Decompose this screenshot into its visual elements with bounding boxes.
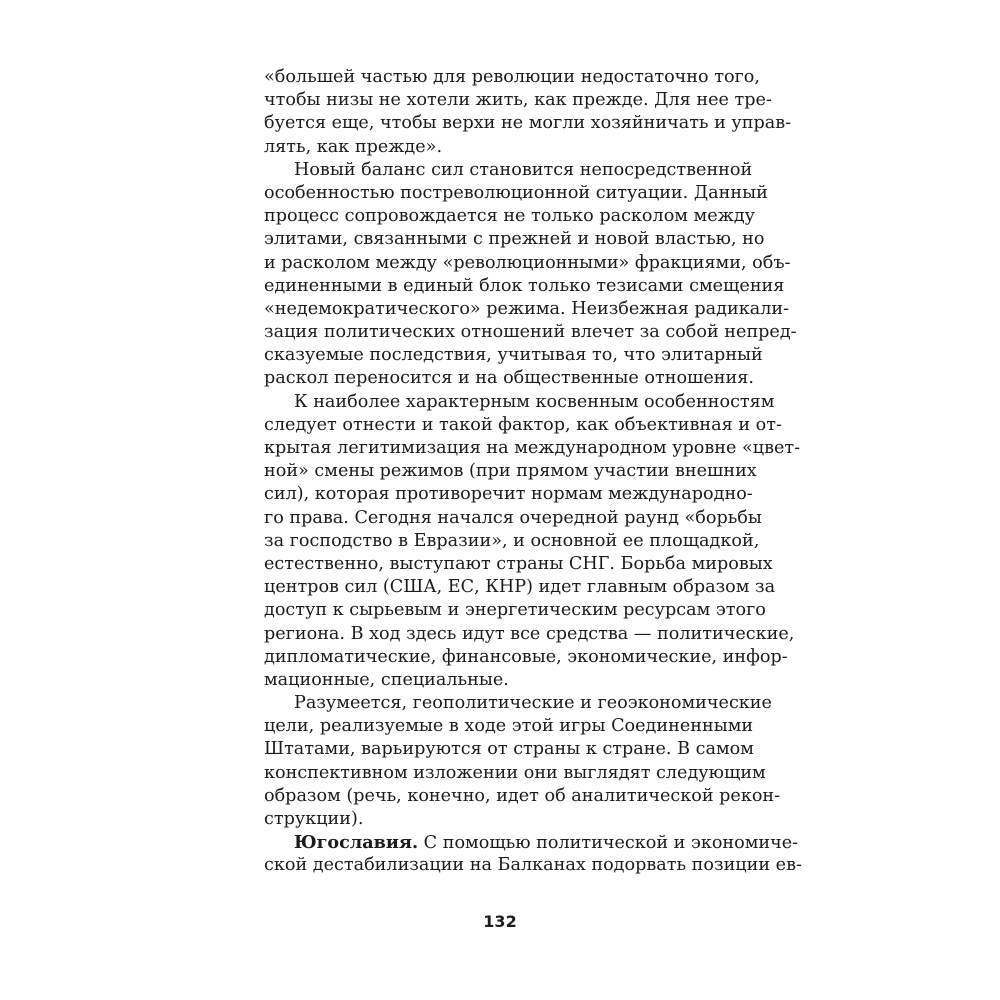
text-line: чтобы низы не хотели жить, как прежде. Для нее тре- bbox=[264, 90, 772, 111]
text-line: раскол переносится и на общественные отношения. bbox=[264, 368, 754, 389]
text-line: лять, как прежде». bbox=[264, 136, 443, 157]
text-line: буется еще, чтобы верхи не могли хозяйничать и управ- bbox=[264, 113, 792, 134]
text-line: доступ к сырьевым и энергетическим ресурсам этого bbox=[264, 600, 766, 621]
text-line: дипломатические, финансовые, экономические, инфор- bbox=[264, 646, 788, 667]
text-line: зация политических отношений влечет за собой непред- bbox=[264, 322, 797, 343]
text-line: естественно, выступают страны СНГ. Борьба мировых bbox=[264, 553, 773, 574]
bold-heading: Югославия. bbox=[294, 832, 419, 854]
text-line: образом (речь, конечно, идет об аналитической рекон- bbox=[264, 785, 781, 806]
paragraph-5 bbox=[264, 831, 802, 877]
text-line: процесс сопровождается не только расколом между bbox=[264, 206, 756, 227]
text-line: единенными в единый блок только тезисами смещения bbox=[264, 275, 785, 296]
text-line: сил), которая противоречит нормам международно- bbox=[264, 484, 753, 505]
text-line: сказуемые последствия, учитывая то, что элитарный bbox=[264, 345, 763, 366]
paragraph-4 bbox=[264, 692, 781, 831]
text-line: Штатами, варьируются от страны к стране. В самом bbox=[264, 739, 754, 760]
text-line: крытая легитимизация на международном уровне «цвет- bbox=[264, 438, 801, 458]
text-line: К наиболее характерным косвенным особенностям bbox=[294, 391, 775, 412]
text-fragment: С помощью политической и экономиче- bbox=[418, 833, 799, 854]
text-line: «недемократического» режима. Неизбежная радикали- bbox=[264, 298, 790, 319]
text-line: го права. Сегодня начался очередной раунд «борьбы bbox=[264, 507, 762, 528]
paragraph-3 bbox=[264, 391, 801, 692]
text-line: цели, реализуемые в ходе этой игры Соединенными bbox=[264, 716, 754, 737]
text-line: струкции). bbox=[264, 809, 364, 829]
text-line: конспективном изложении они выглядят следующим bbox=[264, 762, 766, 783]
text-line: ной» смены режимов (при прямом участии внешних bbox=[264, 461, 757, 482]
text-line: «большей частью для революции недостаточно того, bbox=[264, 67, 760, 87]
text-line: центров сил (США, ЕС, КНР) идет главным образом за bbox=[264, 577, 776, 598]
text-line: особенностью постреволюционной ситуации. Данный bbox=[264, 182, 768, 203]
text-line bbox=[264, 831, 799, 854]
page-number: 132 bbox=[483, 912, 517, 931]
text-line: за господство в Евразии», и основной ее площадкой, bbox=[264, 530, 760, 551]
text-line: и расколом между «революционными» фракциями, объ- bbox=[264, 252, 791, 273]
paragraph-2 bbox=[264, 159, 797, 391]
text-line: Разумеется, геополитические и геоэкономические bbox=[294, 693, 772, 714]
text-line: мационные, специальные. bbox=[264, 669, 509, 690]
text-line: следует отнести и такой фактор, как объективная и от- bbox=[264, 414, 782, 435]
page-body bbox=[264, 66, 802, 878]
text-line: элитами, связанными с прежней и новой властью, но bbox=[264, 229, 765, 250]
text-line: ской дестабилизации на Балканах подорвать позиции ев- bbox=[264, 855, 802, 876]
text-line: региона. В ход здесь идут все средства — политические, bbox=[264, 623, 795, 644]
text-line: Новый баланс сил становится непосредственной bbox=[294, 159, 753, 180]
paragraph-1 bbox=[264, 66, 792, 159]
